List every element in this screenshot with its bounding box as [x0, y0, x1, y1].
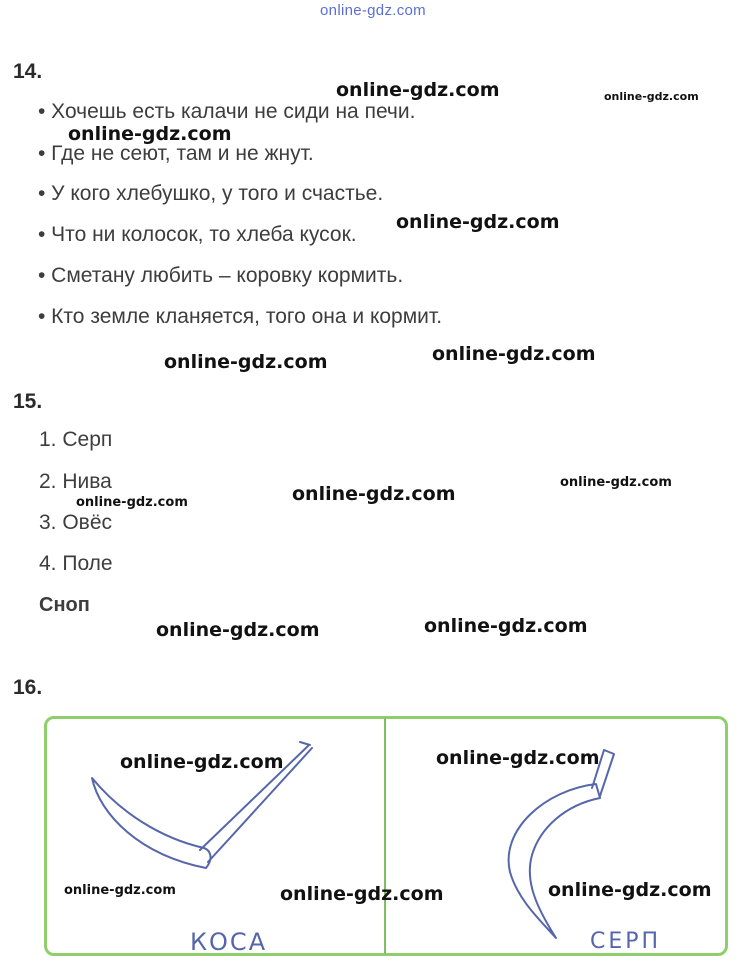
proverb-1: • Хочешь есть калачи не сиди на печи.: [38, 100, 416, 123]
proverb-4: • Что ни колосок, то хлеба кусок.: [38, 223, 357, 246]
proverb-5: • Сметану любить – коровку кормить.: [38, 264, 404, 287]
watermark: online-gdz.com: [560, 475, 672, 490]
answer-item-3: 3. Овёс: [39, 511, 113, 534]
proverb-3: • У кого хлебушко, у того и счастье.: [38, 182, 384, 205]
scythe-caption: КОСА: [190, 928, 268, 956]
watermark: online-gdz.com: [336, 79, 500, 101]
proverb-6: • Кто земле кланяется, того она и кормит.: [38, 305, 443, 328]
answer-item-2: 2. Нива: [39, 470, 112, 493]
watermark: online-gdz.com: [424, 615, 588, 637]
watermark: online-gdz.com: [68, 123, 232, 145]
watermark: online-gdz.com: [396, 211, 560, 233]
sickle-drawing: [509, 750, 614, 938]
answer-item-1: 1. Серп: [39, 428, 113, 451]
answer-item-4: 4. Поле: [39, 552, 113, 575]
watermark: online-gdz.com: [76, 495, 188, 510]
site-header[interactable]: online-gdz.com: [320, 2, 426, 19]
watermark: online-gdz.com: [64, 883, 176, 898]
watermark: online-gdz.com: [436, 747, 600, 769]
watermark: online-gdz.com: [432, 343, 596, 365]
task-14-number: 14.: [13, 60, 43, 83]
sickle-caption: СЕРП: [590, 929, 662, 954]
task-16-number: 16.: [13, 676, 43, 699]
proverb-2: • Где не сеют, там и не жнут.: [38, 142, 314, 165]
watermark: online-gdz.com: [292, 483, 456, 505]
answer-word: Сноп: [39, 594, 90, 616]
watermark: online-gdz.com: [548, 879, 712, 901]
watermark: online-gdz.com: [156, 619, 320, 641]
watermark: online-gdz.com: [164, 351, 328, 373]
watermark: online-gdz.com: [604, 90, 699, 103]
watermark: online-gdz.com: [120, 751, 284, 773]
task-15-number: 15.: [13, 390, 43, 413]
watermark: online-gdz.com: [280, 883, 444, 905]
